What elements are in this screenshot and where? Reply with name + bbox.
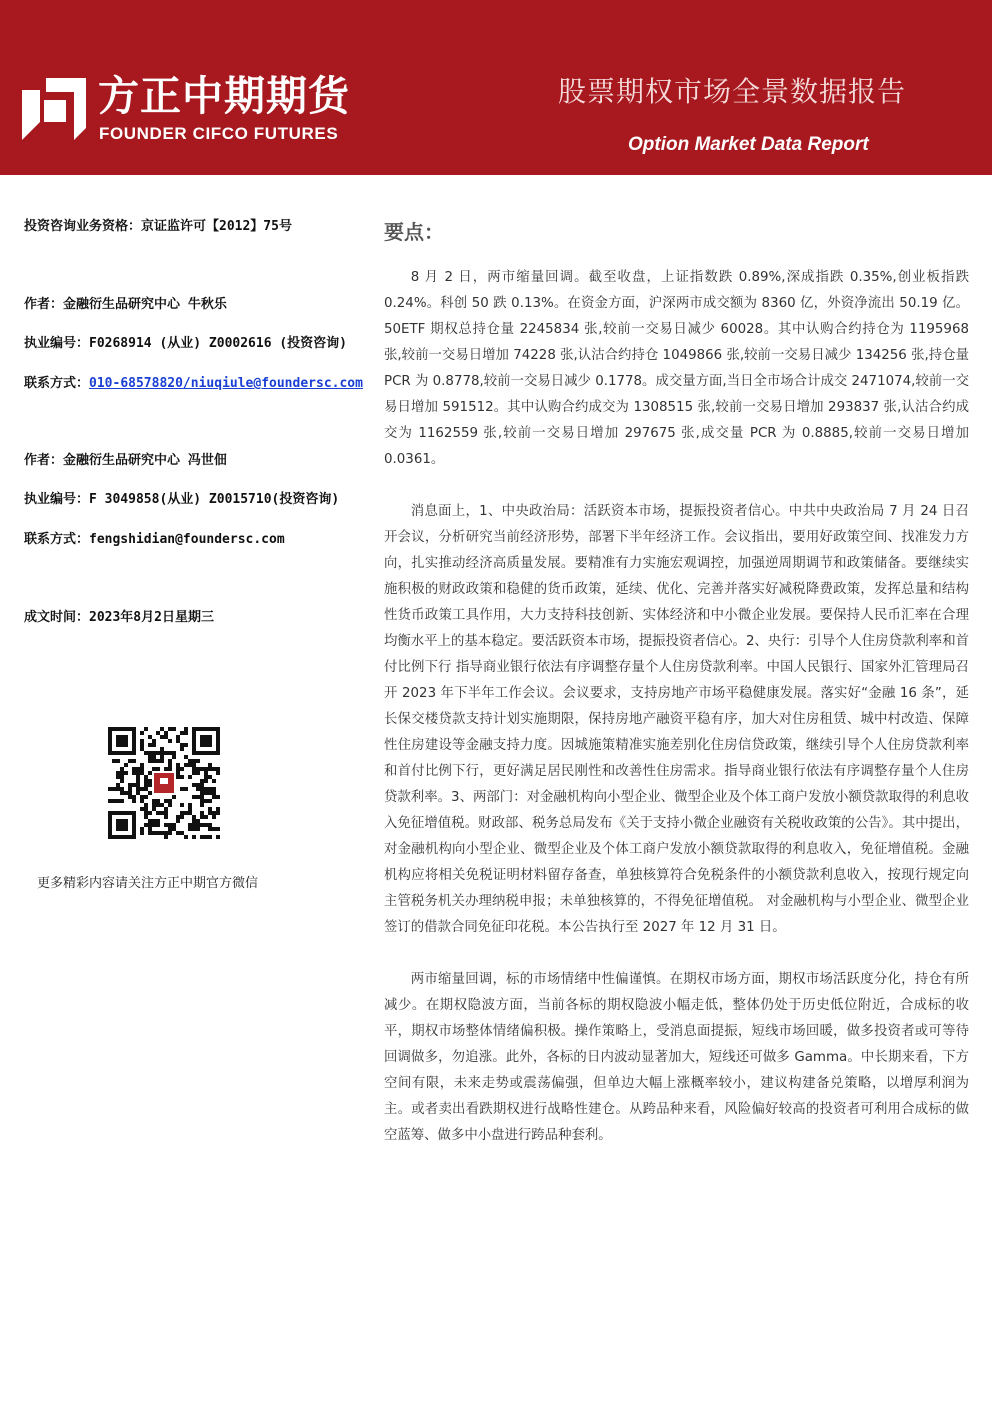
wechat-qr-code-icon[interactable] [108, 727, 220, 839]
logo-english-name: FOUNDER CIFCO FUTURES [99, 124, 339, 143]
paragraph-market-summary: 8 月 2 日，两市缩量回调。截至收盘，上证指数跌 0.89%,深成指跌 0.35%,创业板指跌 0.24%。科创 50 跌 0.13%。在资金方面，沪深两市成交额为 8360 亿，外资净流出 50.19 亿。50ETF 期权总持仓量 2245834 张,较前一交易日减少 60028。其中认购合约持仓为 1195968 张,较前一交易日增加 74228 张,认沽合约持仓 1049866 张,较前一交易日减少 134256 张,持仓量 PCR 为 0.8778,较前一交易日减少 0.1778。成交量方面,当日全市场合计成交 2471074,较前一交易日增加 591512。其中认购合约成交为 1308515 张,较前一交易日增加 293837 张,认沽合约成交为 1162559 张,较前一交易日增加 297675 张,成交量 PCR 为 0.8885,较前一交易日增加 0.0361。 [384, 270, 969, 467]
founder-logo-icon [22, 78, 86, 140]
author1-contact-link[interactable]: 010-68578820/niuqiule@foundersc.com [89, 376, 363, 391]
logo-chinese-name: 方正中期期货 [98, 72, 350, 120]
key-points-body [384, 265, 969, 1149]
author2-contact: 联系方式：fengshidian@foundersc.com [24, 532, 285, 547]
author1-line: 作者：金融衍生品研究中心 牛秋乐 [24, 297, 227, 312]
author2-license: 执业编号：F 3049858(从业) Z0015710(投资咨询) [24, 492, 340, 507]
paragraph-news: 消息面上，1、中央政治局：活跃资本市场，提振投资者信心。中共中央政治局 7 月 24 日召开会议，分析研究当前经济形势，部署下半年经济工作。会议指出，要用好政策空间、找准发力方向，扎实推动经济高质量发展。要精准有力实施宏观调控，加强逆周期调节和政策储备。要继续实施积极的财政政策和稳健的货币政策，延续、优化、完善并落实好减税降费政策，发挥总量和结构性货币政策工具作用，大力支持科技创新、实体经济和中小微企业发展。要保持人民币汇率在合理均衡水平上的基本稳定。要活跃资本市场，提振投资者信心。2、央行：引导个人住房贷款利率和首付比例下行 指导商业银行依法有序调整存量个人住房贷款利率。中国人民银行、国家外汇管理局召开 2023 年下半年工作会议。会议要求，支持房地产市场平稳健康发展。落实好“金融 16 条”，延长保交楼贷款支持计划实施期限，保持房地产融资平稳有序，加大对住房租赁、城中村改造、保障性住房建设等金融支持力度。因城施策精准实施差别化住房信贷政策，继续引导个人住房贷款利率和首付比例下行，更好满足居民刚性和改善性住房需求。指导商业银行依法有序调整存量个人住房贷款利率。3、两部门：对金融机构向小型企业、微型企业及个体工商户发放小额贷款取得的利息收入免征增值税。财政部、税务总局发布《关于支持小微企业融资有关税收政策的公告》。其中提出，对金融机构向小型企业、微型企业及个体工商户发放小额贷款取得的利息收入，免征增值税。金融机构应将相关免税证明材料留存备查，单独核算符合免税条件的小额贷款利息收入，按现行规定向主管税务机关办理纳税申报；未单独核算的，不得免征增值税。 对金融机构与小型企业、微型企业签订的借款合同免征印花税。本公告执行至 2027 年 12 月 31 日。 [384, 504, 969, 935]
report-subtitle: Option Market Data Report [628, 134, 869, 155]
qualification-line: 投资咨询业务资格：京证监许可【2012】75号 [24, 219, 292, 234]
author2-line: 作者：金融衍生品研究中心 冯世佃 [24, 453, 227, 468]
report-date: 成文时间：2023年8月2日星期三 [24, 610, 214, 625]
contact-label: 联系方式： [24, 376, 90, 391]
report-title: 股票期权市场全景数据报告 [558, 75, 907, 108]
qr-caption: 更多精彩内容请关注方正中期官方微信 [37, 876, 259, 891]
report-header [0, 0, 992, 175]
paragraph-strategy: 两市缩量回调，标的市场情绪中性偏谨慎。在期权市场方面，期权市场活跃度分化，持仓有所减少。在期权隐波方面，当前各标的期权隐波小幅走低，整体仍处于历史低位附近，合成标的收平，期权市场整体情绪偏积极。操作策略上，受消息面提振，短线市场回暖，做多投资者或可等待回调做多，勿追涨。此外，各标的日内波动显著加大，短线还可做多 Gamma。中长期来看，下方空间有限，未来走势或震荡偏强，但单边大幅上涨概率较小，建议构建备兑策略，以增厚利润为主。或者卖出看跌期权进行战略性建仓。从跨品种来看，风险偏好较高的投资者可利用合成标的做空蓝筹、做多中小盘进行跨品种套利。 [384, 972, 969, 1143]
author1-license: 执业编号：F0268914 (从业) Z0002616 (投资咨询) [24, 336, 348, 351]
author1-contact [24, 372, 363, 391]
key-points-heading: 要点： [384, 220, 444, 244]
